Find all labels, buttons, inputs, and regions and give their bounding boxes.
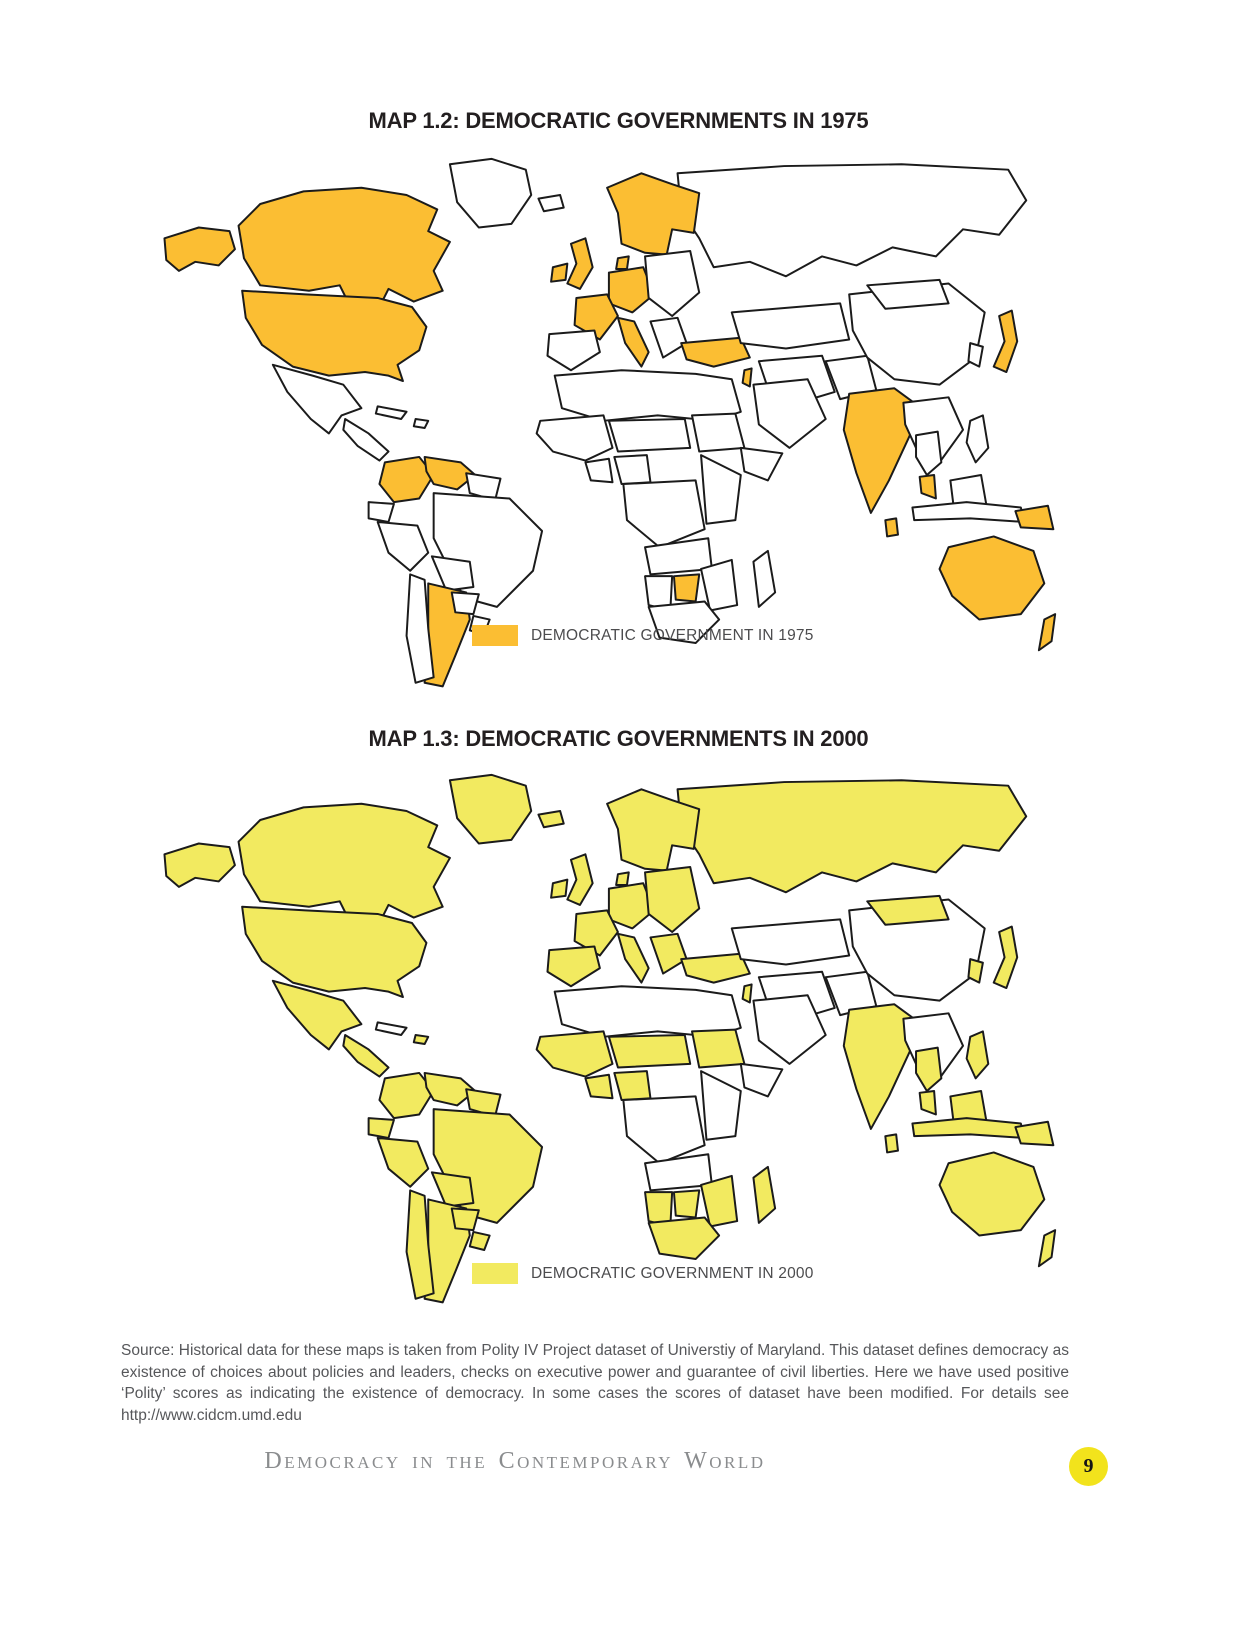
region-korea [968, 343, 982, 366]
region-madagascar [753, 1167, 775, 1223]
legend-1975 [472, 625, 814, 646]
legend-label-1975: DEMOCRATIC GOVERNMENT IN 1975 [531, 626, 814, 644]
region-new-zealand [1039, 614, 1055, 650]
region-balkans [650, 934, 686, 974]
region-australia [940, 536, 1045, 619]
region-central-africa [623, 1096, 704, 1163]
region-sri-lanka [885, 1134, 898, 1152]
region-iceland [538, 195, 563, 211]
region-ireland [551, 264, 567, 282]
region-indonesia [912, 1118, 1024, 1138]
region-ghana [585, 1075, 612, 1098]
region-iceland [538, 811, 563, 827]
region-niger-chad [609, 419, 690, 452]
region-uruguay [470, 1232, 490, 1250]
region-east-africa [701, 455, 741, 524]
region-israel [743, 368, 752, 386]
region-png [1015, 1122, 1053, 1145]
region-central-america [343, 419, 388, 461]
region-russia [678, 780, 1027, 892]
footer-chapter-title: Democracy in the Contemporary World [264, 1448, 766, 1474]
region-south-africa [649, 1217, 719, 1259]
region-senegal-mali [537, 415, 613, 460]
region-philippines [967, 1031, 989, 1078]
region-iberia [547, 946, 599, 986]
region-indonesia [912, 502, 1024, 522]
region-alaska [164, 227, 234, 270]
region-paraguay [452, 1208, 479, 1230]
region-central-asia [732, 303, 849, 348]
world-map-1975 [110, 148, 1106, 690]
region-peru [378, 522, 429, 571]
region-sudan [692, 1030, 744, 1068]
region-east-africa [701, 1071, 741, 1140]
region-sri-lanka [885, 518, 898, 536]
region-north-africa [555, 986, 741, 1037]
region-thailand [916, 432, 941, 475]
region-png [1015, 506, 1053, 529]
region-north-africa [555, 370, 741, 421]
region-uk [567, 854, 592, 905]
region-malaysia [920, 1091, 936, 1114]
map-2000-title: MAP 1.3: DEMOCRATIC GOVERNMENTS IN 2000 [368, 726, 869, 751]
region-russia [678, 164, 1027, 276]
region-japan [994, 927, 1017, 988]
region-usa [242, 907, 426, 997]
legend-swatch-2000 [472, 1263, 518, 1284]
region-israel [743, 984, 752, 1002]
region-italy [618, 318, 649, 367]
region-canada [239, 188, 450, 307]
region-peru [378, 1138, 429, 1187]
legend-swatch-1975 [472, 625, 518, 646]
region-madagascar [753, 551, 775, 607]
region-cuba [376, 1022, 407, 1035]
region-hispaniola [414, 419, 428, 428]
legend-2000 [472, 1263, 814, 1284]
page-number-badge: 9 [1069, 1447, 1108, 1486]
region-niger-chad [609, 1035, 690, 1068]
region-italy [618, 934, 649, 983]
region-japan [994, 311, 1017, 372]
region-central-africa [623, 480, 704, 547]
region-denmark [616, 872, 629, 885]
region-ghana [585, 459, 612, 482]
world-map-svg [110, 148, 1106, 690]
region-ecuador [369, 1118, 394, 1138]
region-canada [239, 804, 450, 923]
region-nigeria [614, 455, 650, 484]
region-alaska [164, 843, 234, 886]
region-denmark [616, 256, 629, 269]
world-map-2000 [110, 764, 1106, 1306]
region-ireland [551, 880, 567, 898]
region-botswana [674, 574, 699, 601]
source-note: Source: Historical data for these maps is taken from Polity IV Project dataset of Universtiy of Maryland. This dataset defines democracy as existence of choices about policies and leaders, checks on executive power and guarantee of civil liberties. Here we have used positive ‘Polity’ scores as indicating the existence of democracy. In some cases the scores of dataset have been modified. For details see http://www.cidcm.umd.edu [121, 1342, 1069, 1425]
region-uk [567, 238, 592, 289]
region-central-america [343, 1035, 388, 1077]
region-usa [242, 291, 426, 381]
region-philippines [967, 415, 989, 462]
region-eastern-europe [645, 251, 699, 316]
region-balkans [650, 318, 686, 358]
region-new-zealand [1039, 1230, 1055, 1266]
region-australia [940, 1152, 1045, 1235]
region-horn [741, 1064, 783, 1097]
region-paraguay [452, 592, 479, 614]
region-nigeria [614, 1071, 650, 1100]
region-malaysia [920, 475, 936, 498]
region-hispaniola [414, 1035, 428, 1044]
legend-label-2000: DEMOCRATIC GOVERNMENT IN 2000 [531, 1264, 814, 1282]
region-central-asia [732, 919, 849, 964]
region-eastern-europe [645, 867, 699, 932]
region-ecuador [369, 502, 394, 522]
region-greenland [450, 775, 531, 844]
region-iberia [547, 330, 599, 370]
world-map-svg [110, 764, 1106, 1306]
region-sudan [692, 414, 744, 452]
map-1975-title: MAP 1.2: DEMOCRATIC GOVERNMENTS IN 1975 [368, 108, 869, 133]
region-senegal-mali [537, 1031, 613, 1076]
region-korea [968, 959, 982, 982]
region-botswana [674, 1190, 699, 1217]
region-greenland [450, 159, 531, 228]
region-horn [741, 448, 783, 481]
region-cuba [376, 406, 407, 419]
region-thailand [916, 1048, 941, 1091]
